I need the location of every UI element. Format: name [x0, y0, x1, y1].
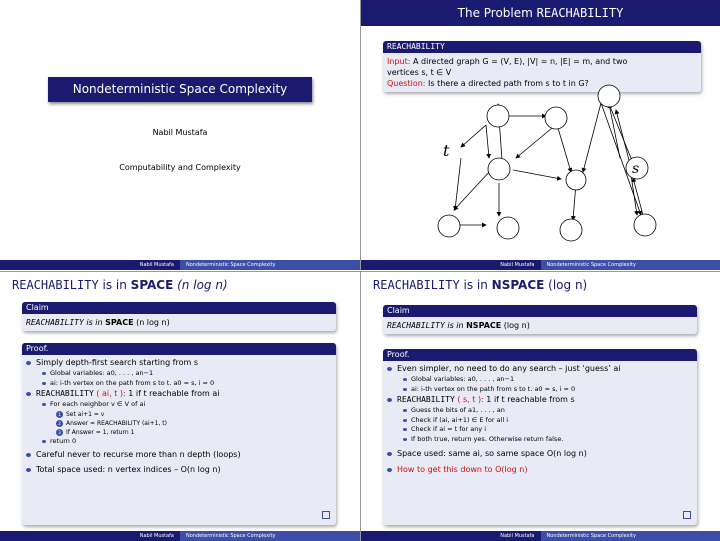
- footer-author: Nabil Mustafa: [361, 260, 541, 270]
- input-label: Input:: [387, 57, 411, 66]
- title-bold: NSPACE: [491, 278, 545, 292]
- claim-bold: SPACE: [105, 318, 134, 327]
- frame-title: [361, 272, 720, 298]
- proof-item-mono: REACHABILITY: [397, 395, 455, 404]
- proof-subitem: ai: i-th vertex on the path from s to t. a0 = s, i = 0: [22, 379, 336, 389]
- proof-item-rest: 1 if t reachable from s: [483, 395, 575, 404]
- footer-title: Nondeterministic Space Complexity: [180, 260, 360, 270]
- graph-node: [497, 217, 519, 239]
- proof-item: Total space used: n vertex indices – O(n log n): [22, 464, 336, 476]
- proof-item-rest: 1 if t reachable from ai: [125, 389, 220, 398]
- proof-item-args: ( ai, t ):: [93, 389, 126, 398]
- claim-block: [383, 305, 697, 334]
- claim-body: [383, 317, 697, 334]
- title-end: (n log n): [173, 278, 228, 292]
- claim-text: is in: [444, 321, 467, 330]
- input-text: A directed graph G = (V, E), |V| = n, |E| = m, and two: [412, 57, 628, 66]
- proof-subitem: Check if (ai, ai+1) ∈ E for all i: [383, 416, 697, 426]
- proof-item: How to get this down to O(log n): [383, 464, 697, 476]
- proof-item: [22, 388, 336, 400]
- heading-text: The Problem: [457, 6, 537, 20]
- graph-node: [438, 215, 460, 237]
- graph-diagram: [361, 0, 720, 270]
- graph-node: [598, 85, 620, 107]
- proof-item: Space used: same ai, so same space O(n log n): [383, 448, 697, 460]
- footer: [0, 260, 360, 270]
- question-label: Question:: [387, 79, 426, 88]
- footer-author: Nabil Mustafa: [0, 260, 180, 270]
- claim-title: Claim: [22, 302, 336, 314]
- footer: [0, 531, 360, 541]
- claim-end: (log n): [501, 321, 530, 330]
- claim-text: is in: [83, 318, 106, 327]
- graph-node: [488, 158, 510, 180]
- slide-title: [0, 0, 360, 270]
- footer-author: Nabil Mustafa: [361, 531, 541, 541]
- slide-problem: [360, 0, 720, 270]
- heading-mono: REACHABILITY: [536, 6, 624, 20]
- claim-title: Claim: [383, 305, 697, 317]
- proof-item-mono: REACHABILITY: [36, 389, 94, 398]
- proof-subitem: return 0: [22, 437, 336, 447]
- block-title: REACHABILITY: [383, 41, 701, 53]
- title-mono: REACHABILITY: [373, 278, 460, 292]
- footer: [361, 531, 720, 541]
- proof-subitem: Global variables: a0, . . . , an−1: [22, 369, 336, 379]
- node-t-label: t: [443, 141, 450, 160]
- proof-subitem: If both true, return yes. Otherwise return false.: [383, 435, 697, 445]
- title-mono: REACHABILITY: [12, 278, 99, 292]
- proof-block: [22, 343, 336, 525]
- proof-subitem: ai: i-th vertex on the path from s to t. a0 = s, i = 0: [383, 385, 697, 395]
- slide-nspace: [360, 271, 720, 541]
- claim-mono: REACHABILITY: [26, 318, 84, 327]
- node-s-label: s: [632, 161, 640, 177]
- claim-bold: NSPACE: [466, 321, 502, 330]
- graph-node: [560, 219, 582, 241]
- proof-step: 2 Answer = REACHABILITY (ai+1, t): [22, 419, 336, 428]
- title-mid: is in: [459, 278, 492, 292]
- proof-subitem: For each neighbor v ∈ V of ai: [22, 400, 336, 410]
- graph-node: [634, 214, 656, 236]
- claim-end: (n log n): [133, 318, 170, 327]
- proof-title: Proof.: [383, 349, 697, 361]
- proof-item: Careful never to recurse more than n depth (loops): [22, 449, 336, 461]
- course-name: Computability and Complexity: [119, 163, 241, 172]
- graph-node: [487, 105, 509, 127]
- proof-subitem: Global variables: a0, . . . , an−1: [383, 375, 697, 385]
- footer-title: Nondeterministic Space Complexity: [541, 531, 720, 541]
- claim-mono: REACHABILITY: [387, 321, 445, 330]
- proof-item-args: ( s, t ):: [454, 395, 484, 404]
- input-text-2: vertices s, t ∈ V: [387, 68, 452, 77]
- author-name: Nabil Mustafa: [152, 128, 208, 137]
- proof-step-text: Answer = REACHABILITY (ai+1, t): [66, 419, 167, 427]
- footer: [361, 260, 720, 270]
- footer-author: Nabil Mustafa: [0, 531, 180, 541]
- qed-icon: [322, 511, 330, 519]
- footer-title: Nondeterministic Space Complexity: [180, 531, 360, 541]
- proof-item: [383, 394, 697, 406]
- proof-step: 3 If Answer = 1, return 1: [22, 428, 336, 437]
- proof-step-text: If Answer = 1, return 1: [66, 428, 135, 436]
- claim-block: [22, 302, 336, 331]
- proof-item: Simply depth-first search starting from s: [22, 357, 336, 369]
- proof-item: Even simpler, no need to do any search – just ‘guess’ ai: [383, 363, 697, 375]
- graph-node: [566, 170, 586, 190]
- presentation-title: Nondeterministic Space Complexity: [48, 77, 312, 102]
- proof-title: Proof.: [22, 343, 336, 355]
- title-mid: is in: [98, 278, 131, 292]
- proof-step-text: Set ai+1 = v: [66, 410, 105, 418]
- frame-title: [0, 272, 360, 298]
- proof-subitem: Check if ai = t for any i: [383, 425, 697, 435]
- title-end: (log n): [544, 278, 588, 292]
- proof-block: [383, 349, 697, 525]
- title-bold: SPACE: [130, 278, 174, 292]
- qed-icon: [683, 511, 691, 519]
- question-text: Is there a directed path from s to t in G?: [428, 79, 589, 88]
- claim-body: [22, 314, 336, 331]
- proof-step: 1 Set ai+1 = v: [22, 410, 336, 419]
- footer-title: Nondeterministic Space Complexity: [541, 260, 720, 270]
- graph-node: [545, 107, 567, 129]
- proof-subitem: Guess the bits of a1, . . . , an: [383, 406, 697, 416]
- slide-space: [0, 271, 360, 541]
